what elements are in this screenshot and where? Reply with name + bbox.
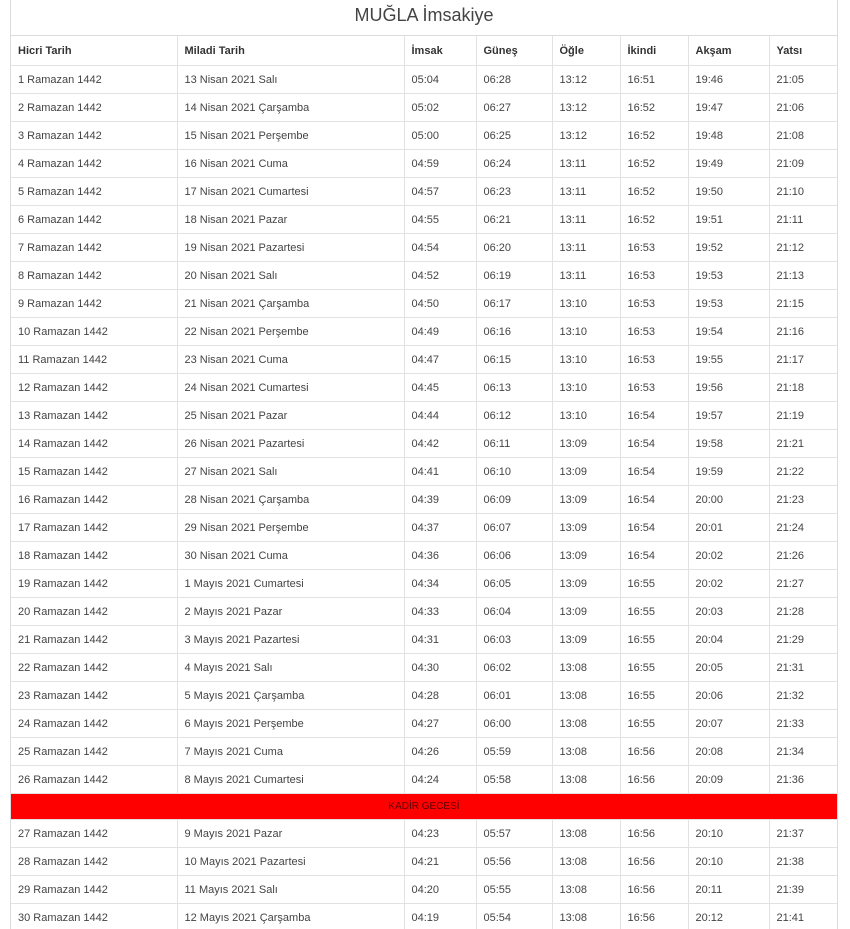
table-row	[11, 542, 837, 570]
cell-yatsi: 21:37	[769, 820, 837, 848]
cell-yatsi: 21:19	[769, 402, 837, 430]
table-header-row	[11, 36, 837, 66]
cell-gunes: 06:03	[476, 626, 552, 654]
cell-ikindi: 16:51	[620, 66, 688, 94]
cell-imsak: 04:28	[404, 682, 476, 710]
cell-imsak: 04:45	[404, 374, 476, 402]
cell-miladi-tarih: 24 Nisan 2021 Cumartesi	[177, 374, 404, 402]
cell-aksam: 19:52	[688, 234, 769, 262]
table-row	[11, 904, 837, 929]
cell-gunes: 06:27	[476, 94, 552, 122]
cell-ogle: 13:08	[552, 848, 620, 876]
table-row	[11, 570, 837, 598]
cell-ikindi: 16:53	[620, 346, 688, 374]
cell-aksam: 19:53	[688, 262, 769, 290]
cell-miladi-tarih: 5 Mayıs 2021 Çarşamba	[177, 682, 404, 710]
cell-yatsi: 21:06	[769, 94, 837, 122]
cell-gunes: 06:21	[476, 206, 552, 234]
cell-hicri-tarih: 29 Ramazan 1442	[11, 876, 177, 904]
cell-miladi-tarih: 25 Nisan 2021 Pazar	[177, 402, 404, 430]
cell-gunes: 05:59	[476, 738, 552, 766]
cell-ogle: 13:11	[552, 178, 620, 206]
cell-yatsi: 21:41	[769, 904, 837, 929]
cell-ogle: 13:08	[552, 820, 620, 848]
table-row	[11, 820, 837, 848]
table-row	[11, 654, 837, 682]
cell-ogle: 13:09	[552, 570, 620, 598]
cell-aksam: 20:11	[688, 876, 769, 904]
cell-yatsi: 21:29	[769, 626, 837, 654]
cell-miladi-tarih: 19 Nisan 2021 Pazartesi	[177, 234, 404, 262]
cell-imsak: 04:49	[404, 318, 476, 346]
cell-ikindi: 16:55	[620, 654, 688, 682]
cell-miladi-tarih: 30 Nisan 2021 Cuma	[177, 542, 404, 570]
cell-hicri-tarih: 23 Ramazan 1442	[11, 682, 177, 710]
cell-imsak: 04:34	[404, 570, 476, 598]
cell-hicri-tarih: 5 Ramazan 1442	[11, 178, 177, 206]
cell-ogle: 13:08	[552, 682, 620, 710]
kadir-gecesi-label: KADİR GECESİ	[11, 794, 837, 820]
table-row	[11, 178, 837, 206]
cell-ogle: 13:11	[552, 262, 620, 290]
cell-gunes: 06:07	[476, 514, 552, 542]
cell-ikindi: 16:53	[620, 374, 688, 402]
header-yatsi: Yatsı	[769, 36, 837, 66]
cell-gunes: 05:54	[476, 904, 552, 929]
cell-miladi-tarih: 4 Mayıs 2021 Salı	[177, 654, 404, 682]
cell-aksam: 19:51	[688, 206, 769, 234]
cell-gunes: 06:12	[476, 402, 552, 430]
table-row	[11, 94, 837, 122]
table-row	[11, 876, 837, 904]
cell-gunes: 06:20	[476, 234, 552, 262]
cell-ikindi: 16:56	[620, 738, 688, 766]
table-row	[11, 682, 837, 710]
cell-aksam: 20:10	[688, 848, 769, 876]
cell-imsak: 04:30	[404, 654, 476, 682]
cell-ogle: 13:10	[552, 290, 620, 318]
cell-aksam: 19:55	[688, 346, 769, 374]
cell-miladi-tarih: 28 Nisan 2021 Çarşamba	[177, 486, 404, 514]
cell-yatsi: 21:23	[769, 486, 837, 514]
imsakiye-panel	[10, 0, 838, 929]
cell-aksam: 19:58	[688, 430, 769, 458]
cell-ogle: 13:08	[552, 766, 620, 794]
cell-imsak: 04:26	[404, 738, 476, 766]
cell-aksam: 19:56	[688, 374, 769, 402]
cell-ogle: 13:12	[552, 94, 620, 122]
table-row	[11, 514, 837, 542]
header-miladi-tarih: Miladi Tarih	[177, 36, 404, 66]
cell-aksam: 19:49	[688, 150, 769, 178]
cell-ogle: 13:09	[552, 626, 620, 654]
cell-miladi-tarih: 14 Nisan 2021 Çarşamba	[177, 94, 404, 122]
cell-gunes: 05:58	[476, 766, 552, 794]
cell-imsak: 04:36	[404, 542, 476, 570]
cell-ogle: 13:11	[552, 150, 620, 178]
cell-ogle: 13:11	[552, 206, 620, 234]
cell-ikindi: 16:55	[620, 710, 688, 738]
cell-yatsi: 21:10	[769, 178, 837, 206]
cell-gunes: 06:02	[476, 654, 552, 682]
cell-imsak: 04:33	[404, 598, 476, 626]
cell-gunes: 06:06	[476, 542, 552, 570]
cell-ikindi: 16:52	[620, 94, 688, 122]
cell-gunes: 06:13	[476, 374, 552, 402]
cell-aksam: 19:57	[688, 402, 769, 430]
cell-ikindi: 16:56	[620, 904, 688, 929]
cell-miladi-tarih: 9 Mayıs 2021 Pazar	[177, 820, 404, 848]
cell-hicri-tarih: 22 Ramazan 1442	[11, 654, 177, 682]
table-row	[11, 206, 837, 234]
cell-yatsi: 21:05	[769, 66, 837, 94]
cell-ogle: 13:09	[552, 458, 620, 486]
table-row	[11, 122, 837, 150]
cell-hicri-tarih: 1 Ramazan 1442	[11, 66, 177, 94]
table-row	[11, 66, 837, 94]
cell-yatsi: 21:11	[769, 206, 837, 234]
cell-hicri-tarih: 9 Ramazan 1442	[11, 290, 177, 318]
cell-gunes: 05:56	[476, 848, 552, 876]
cell-imsak: 04:27	[404, 710, 476, 738]
cell-gunes: 06:05	[476, 570, 552, 598]
cell-gunes: 06:24	[476, 150, 552, 178]
cell-hicri-tarih: 4 Ramazan 1442	[11, 150, 177, 178]
cell-hicri-tarih: 16 Ramazan 1442	[11, 486, 177, 514]
cell-aksam: 20:07	[688, 710, 769, 738]
table-row	[11, 486, 837, 514]
cell-yatsi: 21:33	[769, 710, 837, 738]
table-row	[11, 346, 837, 374]
cell-imsak: 04:41	[404, 458, 476, 486]
cell-ikindi: 16:55	[620, 598, 688, 626]
cell-yatsi: 21:21	[769, 430, 837, 458]
kadir-gecesi-row	[11, 794, 837, 820]
cell-ikindi: 16:55	[620, 682, 688, 710]
cell-yatsi: 21:12	[769, 234, 837, 262]
cell-aksam: 19:54	[688, 318, 769, 346]
cell-hicri-tarih: 27 Ramazan 1442	[11, 820, 177, 848]
cell-ogle: 13:08	[552, 654, 620, 682]
cell-yatsi: 21:34	[769, 738, 837, 766]
cell-aksam: 20:04	[688, 626, 769, 654]
cell-gunes: 06:17	[476, 290, 552, 318]
cell-gunes: 06:16	[476, 318, 552, 346]
cell-miladi-tarih: 23 Nisan 2021 Cuma	[177, 346, 404, 374]
header-hicri-tarih: Hicri Tarih	[11, 36, 177, 66]
cell-ogle: 13:08	[552, 738, 620, 766]
cell-yatsi: 21:31	[769, 654, 837, 682]
cell-gunes: 06:19	[476, 262, 552, 290]
cell-aksam: 20:01	[688, 514, 769, 542]
cell-miladi-tarih: 8 Mayıs 2021 Cumartesi	[177, 766, 404, 794]
cell-ikindi: 16:52	[620, 122, 688, 150]
cell-ikindi: 16:53	[620, 290, 688, 318]
cell-ogle: 13:08	[552, 710, 620, 738]
cell-imsak: 04:42	[404, 430, 476, 458]
cell-yatsi: 21:18	[769, 374, 837, 402]
cell-gunes: 06:15	[476, 346, 552, 374]
cell-ikindi: 16:54	[620, 542, 688, 570]
cell-ogle: 13:09	[552, 542, 620, 570]
cell-ikindi: 16:53	[620, 318, 688, 346]
cell-ikindi: 16:55	[620, 570, 688, 598]
cell-miladi-tarih: 27 Nisan 2021 Salı	[177, 458, 404, 486]
cell-aksam: 20:08	[688, 738, 769, 766]
cell-imsak: 04:23	[404, 820, 476, 848]
cell-ogle: 13:12	[552, 122, 620, 150]
table-row	[11, 430, 837, 458]
cell-yatsi: 21:26	[769, 542, 837, 570]
cell-imsak: 04:55	[404, 206, 476, 234]
cell-gunes: 06:11	[476, 430, 552, 458]
cell-miladi-tarih: 21 Nisan 2021 Çarşamba	[177, 290, 404, 318]
cell-hicri-tarih: 30 Ramazan 1442	[11, 904, 177, 929]
table-row	[11, 710, 837, 738]
cell-miladi-tarih: 20 Nisan 2021 Salı	[177, 262, 404, 290]
cell-hicri-tarih: 17 Ramazan 1442	[11, 514, 177, 542]
cell-ikindi: 16:55	[620, 626, 688, 654]
cell-miladi-tarih: 18 Nisan 2021 Pazar	[177, 206, 404, 234]
cell-ikindi: 16:52	[620, 150, 688, 178]
cell-miladi-tarih: 17 Nisan 2021 Cumartesi	[177, 178, 404, 206]
header-ogle: Öğle	[552, 36, 620, 66]
cell-miladi-tarih: 7 Mayıs 2021 Cuma	[177, 738, 404, 766]
cell-hicri-tarih: 10 Ramazan 1442	[11, 318, 177, 346]
header-gunes: Güneş	[476, 36, 552, 66]
table-row	[11, 234, 837, 262]
cell-miladi-tarih: 11 Mayıs 2021 Salı	[177, 876, 404, 904]
cell-ikindi: 16:56	[620, 820, 688, 848]
cell-miladi-tarih: 13 Nisan 2021 Salı	[177, 66, 404, 94]
cell-ikindi: 16:53	[620, 262, 688, 290]
cell-gunes: 06:00	[476, 710, 552, 738]
cell-yatsi: 21:28	[769, 598, 837, 626]
table-row	[11, 150, 837, 178]
cell-miladi-tarih: 15 Nisan 2021 Perşembe	[177, 122, 404, 150]
cell-aksam: 20:10	[688, 820, 769, 848]
cell-imsak: 04:37	[404, 514, 476, 542]
cell-miladi-tarih: 29 Nisan 2021 Perşembe	[177, 514, 404, 542]
cell-imsak: 04:50	[404, 290, 476, 318]
cell-aksam: 20:09	[688, 766, 769, 794]
cell-hicri-tarih: 28 Ramazan 1442	[11, 848, 177, 876]
cell-aksam: 20:02	[688, 542, 769, 570]
cell-hicri-tarih: 21 Ramazan 1442	[11, 626, 177, 654]
cell-gunes: 06:23	[476, 178, 552, 206]
table-row	[11, 458, 837, 486]
cell-imsak: 04:20	[404, 876, 476, 904]
cell-ikindi: 16:54	[620, 430, 688, 458]
cell-imsak: 05:00	[404, 122, 476, 150]
header-imsak: İmsak	[404, 36, 476, 66]
cell-hicri-tarih: 20 Ramazan 1442	[11, 598, 177, 626]
cell-gunes: 05:55	[476, 876, 552, 904]
cell-gunes: 06:25	[476, 122, 552, 150]
cell-imsak: 04:31	[404, 626, 476, 654]
cell-ogle: 13:08	[552, 904, 620, 929]
cell-hicri-tarih: 24 Ramazan 1442	[11, 710, 177, 738]
cell-hicri-tarih: 12 Ramazan 1442	[11, 374, 177, 402]
cell-ikindi: 16:56	[620, 876, 688, 904]
table-row	[11, 402, 837, 430]
cell-ikindi: 16:54	[620, 514, 688, 542]
table-row	[11, 262, 837, 290]
cell-hicri-tarih: 3 Ramazan 1442	[11, 122, 177, 150]
table-row	[11, 598, 837, 626]
cell-yatsi: 21:36	[769, 766, 837, 794]
table-row	[11, 766, 837, 794]
cell-imsak: 04:44	[404, 402, 476, 430]
cell-ikindi: 16:56	[620, 848, 688, 876]
cell-hicri-tarih: 11 Ramazan 1442	[11, 346, 177, 374]
cell-imsak: 04:21	[404, 848, 476, 876]
cell-miladi-tarih: 6 Mayıs 2021 Perşembe	[177, 710, 404, 738]
cell-gunes: 06:01	[476, 682, 552, 710]
cell-ikindi: 16:54	[620, 458, 688, 486]
cell-aksam: 20:00	[688, 486, 769, 514]
cell-imsak: 04:39	[404, 486, 476, 514]
imsakiye-table	[11, 36, 837, 929]
cell-imsak: 05:04	[404, 66, 476, 94]
cell-imsak: 04:59	[404, 150, 476, 178]
cell-ogle: 13:10	[552, 318, 620, 346]
cell-aksam: 20:03	[688, 598, 769, 626]
cell-ikindi: 16:54	[620, 402, 688, 430]
cell-gunes: 06:04	[476, 598, 552, 626]
cell-imsak: 04:24	[404, 766, 476, 794]
cell-aksam: 20:05	[688, 654, 769, 682]
cell-yatsi: 21:13	[769, 262, 837, 290]
cell-aksam: 20:06	[688, 682, 769, 710]
cell-miladi-tarih: 16 Nisan 2021 Cuma	[177, 150, 404, 178]
cell-ikindi: 16:52	[620, 178, 688, 206]
cell-yatsi: 21:09	[769, 150, 837, 178]
cell-ogle: 13:10	[552, 374, 620, 402]
page-title: MUĞLA İmsakiye	[11, 0, 837, 36]
cell-hicri-tarih: 19 Ramazan 1442	[11, 570, 177, 598]
table-row	[11, 738, 837, 766]
table-row	[11, 848, 837, 876]
cell-ogle: 13:09	[552, 486, 620, 514]
cell-aksam: 19:48	[688, 122, 769, 150]
cell-yatsi: 21:17	[769, 346, 837, 374]
cell-yatsi: 21:16	[769, 318, 837, 346]
cell-hicri-tarih: 25 Ramazan 1442	[11, 738, 177, 766]
cell-ogle: 13:08	[552, 876, 620, 904]
cell-imsak: 04:57	[404, 178, 476, 206]
cell-miladi-tarih: 12 Mayıs 2021 Çarşamba	[177, 904, 404, 929]
cell-gunes: 06:28	[476, 66, 552, 94]
cell-hicri-tarih: 8 Ramazan 1442	[11, 262, 177, 290]
cell-yatsi: 21:32	[769, 682, 837, 710]
cell-miladi-tarih: 10 Mayıs 2021 Pazartesi	[177, 848, 404, 876]
cell-yatsi: 21:15	[769, 290, 837, 318]
cell-miladi-tarih: 26 Nisan 2021 Pazartesi	[177, 430, 404, 458]
cell-ogle: 13:11	[552, 234, 620, 262]
cell-ogle: 13:10	[552, 346, 620, 374]
header-aksam: Akşam	[688, 36, 769, 66]
cell-miladi-tarih: 3 Mayıs 2021 Pazartesi	[177, 626, 404, 654]
table-row	[11, 318, 837, 346]
cell-hicri-tarih: 18 Ramazan 1442	[11, 542, 177, 570]
cell-ogle: 13:09	[552, 430, 620, 458]
cell-aksam: 19:53	[688, 290, 769, 318]
cell-hicri-tarih: 26 Ramazan 1442	[11, 766, 177, 794]
cell-ikindi: 16:56	[620, 766, 688, 794]
cell-gunes: 06:10	[476, 458, 552, 486]
header-ikindi: İkindi	[620, 36, 688, 66]
cell-miladi-tarih: 1 Mayıs 2021 Cumartesi	[177, 570, 404, 598]
cell-ikindi: 16:54	[620, 486, 688, 514]
cell-ikindi: 16:52	[620, 206, 688, 234]
cell-hicri-tarih: 15 Ramazan 1442	[11, 458, 177, 486]
cell-yatsi: 21:08	[769, 122, 837, 150]
cell-hicri-tarih: 6 Ramazan 1442	[11, 206, 177, 234]
cell-imsak: 04:54	[404, 234, 476, 262]
cell-ogle: 13:09	[552, 598, 620, 626]
cell-yatsi: 21:39	[769, 876, 837, 904]
cell-aksam: 19:50	[688, 178, 769, 206]
cell-aksam: 19:47	[688, 94, 769, 122]
cell-yatsi: 21:27	[769, 570, 837, 598]
cell-hicri-tarih: 14 Ramazan 1442	[11, 430, 177, 458]
cell-hicri-tarih: 7 Ramazan 1442	[11, 234, 177, 262]
cell-hicri-tarih: 2 Ramazan 1442	[11, 94, 177, 122]
cell-miladi-tarih: 2 Mayıs 2021 Pazar	[177, 598, 404, 626]
table-body	[11, 66, 837, 929]
cell-gunes: 06:09	[476, 486, 552, 514]
cell-imsak: 04:52	[404, 262, 476, 290]
cell-hicri-tarih: 13 Ramazan 1442	[11, 402, 177, 430]
cell-ogle: 13:12	[552, 66, 620, 94]
cell-gunes: 05:57	[476, 820, 552, 848]
cell-imsak: 04:19	[404, 904, 476, 929]
cell-miladi-tarih: 22 Nisan 2021 Perşembe	[177, 318, 404, 346]
cell-yatsi: 21:38	[769, 848, 837, 876]
cell-ikindi: 16:53	[620, 234, 688, 262]
cell-ogle: 13:09	[552, 514, 620, 542]
table-row	[11, 374, 837, 402]
table-row	[11, 290, 837, 318]
cell-yatsi: 21:24	[769, 514, 837, 542]
cell-aksam: 19:46	[688, 66, 769, 94]
cell-aksam: 20:02	[688, 570, 769, 598]
cell-imsak: 04:47	[404, 346, 476, 374]
table-row	[11, 626, 837, 654]
cell-aksam: 20:12	[688, 904, 769, 929]
cell-yatsi: 21:22	[769, 458, 837, 486]
cell-imsak: 05:02	[404, 94, 476, 122]
cell-ogle: 13:10	[552, 402, 620, 430]
cell-aksam: 19:59	[688, 458, 769, 486]
